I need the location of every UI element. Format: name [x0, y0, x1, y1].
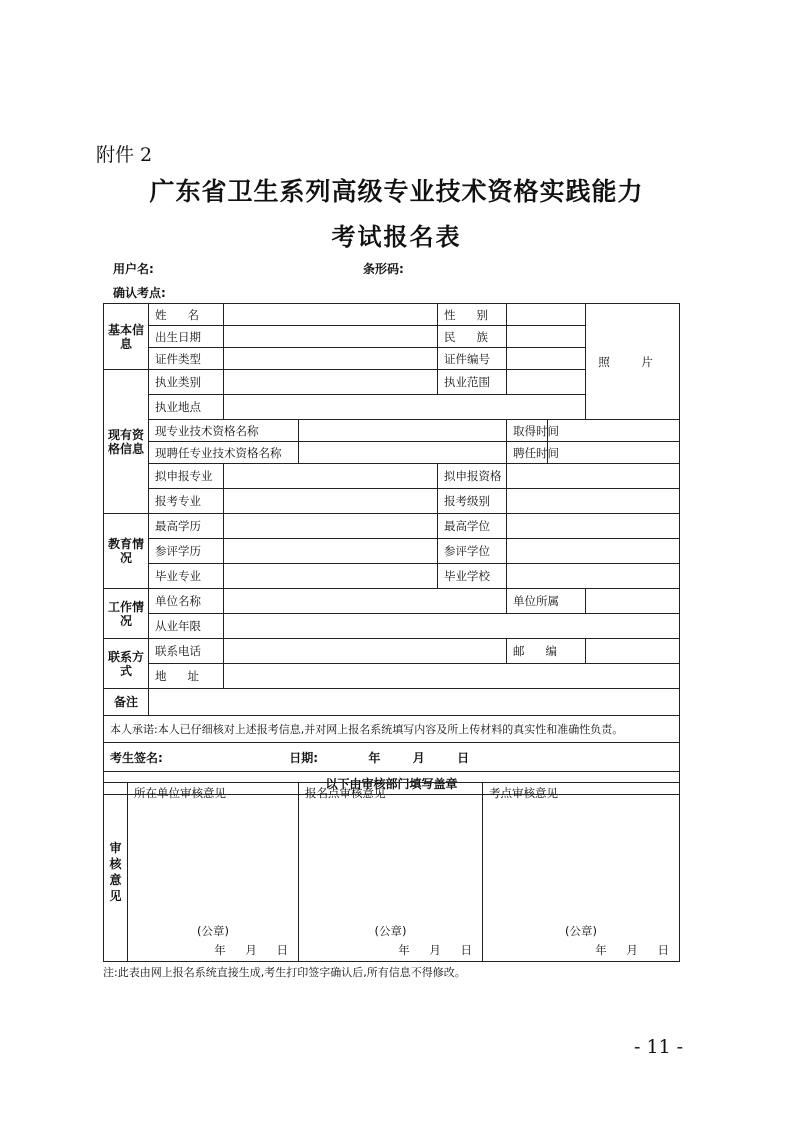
label-id-number: 证件编号: [438, 348, 507, 370]
field-birth-date[interactable]: [224, 326, 438, 348]
section-contact: 联系方式: [104, 639, 149, 689]
label-apply-major: 拟申报专业: [149, 464, 224, 489]
label-hire-time: 聘任时间: [507, 442, 548, 464]
signature-row: [104, 743, 680, 772]
label-highest-edu: 最高学历: [149, 514, 224, 539]
review-exam-site-title: 考点审核意见: [489, 786, 558, 800]
field-phone[interactable]: [224, 639, 507, 664]
label-highest-degree: 最高学位: [438, 514, 507, 539]
date-year: 年: [368, 750, 381, 765]
review-site-date: 年 月 日: [398, 943, 472, 957]
field-ethnicity[interactable]: [507, 326, 586, 348]
label-practice-scope: 执业范围: [438, 370, 507, 395]
field-apply-major[interactable]: [224, 464, 438, 489]
date-day: 日: [457, 750, 470, 765]
section-work: 工作情况: [104, 589, 149, 639]
registration-form-table: [103, 303, 680, 795]
field-employer-loc[interactable]: [586, 589, 680, 614]
field-name[interactable]: [224, 304, 438, 326]
section-review: 审核意见: [104, 783, 128, 962]
field-practice-place[interactable]: [224, 395, 586, 420]
label-grad-school: 毕业学校: [438, 564, 507, 589]
field-years[interactable]: [224, 614, 680, 639]
field-id-type[interactable]: [224, 348, 438, 370]
section-remarks: 备注: [104, 689, 149, 716]
field-eval-edu[interactable]: [224, 539, 438, 564]
review-unit-seal: (公章): [197, 924, 229, 938]
label-phone: 联系电话: [149, 639, 224, 664]
field-eval-degree[interactable]: [507, 539, 680, 564]
field-address[interactable]: [224, 664, 680, 689]
field-grad-school[interactable]: [507, 564, 680, 589]
date-month: 月: [412, 750, 425, 765]
section-basic-info: 基本信息: [104, 304, 149, 370]
label-practice-type: 执业类别: [149, 370, 224, 395]
barcode-label: 条形码:: [363, 262, 404, 276]
review-unit-date: 年 月 日: [214, 943, 288, 957]
label-id-type: 证件类型: [149, 348, 224, 370]
label-employer: 单位名称: [149, 589, 224, 614]
field-current-title[interactable]: [299, 420, 507, 442]
review-header: 以下由审核部门填写盖章: [104, 772, 680, 795]
field-exam-level[interactable]: [507, 489, 680, 514]
label-current-title: 现专业技术资格名称: [149, 420, 299, 442]
field-hire-time[interactable]: [548, 442, 680, 464]
form-title: 广东省卫生系列高级专业技术资格实践能力: [149, 177, 644, 206]
candidate-signature-label: 考生签名:: [110, 750, 163, 765]
review-unit-title: 所在单位审核意见: [134, 786, 226, 800]
attachment-label: 附件 2: [96, 144, 153, 166]
form-subtitle: 考试报名表: [331, 222, 462, 251]
label-eval-edu: 参评学历: [149, 539, 224, 564]
label-grad-major: 毕业专业: [149, 564, 224, 589]
label-gender: 性 别: [438, 304, 507, 326]
review-site-seal: (公章): [374, 924, 407, 938]
field-employer[interactable]: [224, 589, 507, 614]
label-apply-qual: 拟申报资格: [438, 464, 507, 489]
label-years: 从业年限: [149, 614, 224, 639]
label-hired-title: 现聘任专业技术资格名称: [149, 442, 299, 464]
label-obtain-time: 取得时间: [507, 420, 548, 442]
page-number: - 11 -: [634, 1036, 684, 1058]
label-address: 地 址: [149, 664, 224, 689]
field-exam-major[interactable]: [224, 489, 438, 514]
field-postcode[interactable]: [586, 639, 680, 664]
exam-site-label: 确认考点:: [113, 286, 166, 300]
date-label: 日期:: [289, 750, 318, 765]
label-postcode: 邮 编: [507, 639, 586, 664]
section-education: 教育情况: [104, 514, 149, 589]
section-qualification: 现有资格信息: [104, 370, 149, 514]
label-exam-major: 报考专业: [149, 489, 224, 514]
label-name: 姓 名: [149, 304, 224, 326]
review-exam-site-date: 年 月 日: [595, 943, 669, 957]
username-label: 用户名:: [113, 262, 154, 276]
field-grad-major[interactable]: [224, 564, 438, 589]
field-practice-scope[interactable]: [507, 370, 586, 395]
field-apply-qual[interactable]: [507, 464, 680, 489]
label-birth-date: 出生日期: [149, 326, 224, 348]
label-ethnicity: 民 族: [438, 326, 507, 348]
label-exam-level: 报考级别: [438, 489, 507, 514]
review-table: [103, 782, 680, 962]
photo-box[interactable]: 照 片: [586, 304, 680, 420]
field-highest-degree[interactable]: [507, 514, 680, 539]
review-exam-site-seal: (公章): [565, 924, 597, 938]
footnote: 注:此表由网上报名系统直接生成,考生打印签字确认后,所有信息不得修改。: [103, 966, 466, 979]
label-eval-degree: 参评学位: [438, 539, 507, 564]
candidate-promise: 本人承诺:本人已仔细核对上述报考信息,并对网上报名系统填写内容及所上传材料的真实性和准确性负责。: [104, 716, 680, 743]
label-practice-place: 执业地点: [149, 395, 224, 420]
label-employer-loc: 单位所属: [507, 589, 586, 614]
field-id-number[interactable]: [507, 348, 586, 370]
field-obtain-time[interactable]: [548, 420, 680, 442]
field-gender[interactable]: [507, 304, 586, 326]
field-practice-type[interactable]: [224, 370, 438, 395]
review-exam-site-box[interactable]: [483, 783, 680, 962]
field-hired-title[interactable]: [299, 442, 507, 464]
review-site-box[interactable]: [299, 783, 483, 962]
field-remarks[interactable]: [149, 689, 680, 716]
review-unit-box[interactable]: [128, 783, 299, 962]
field-highest-edu[interactable]: [224, 514, 438, 539]
review-site-title: 报名点审核意见: [305, 786, 386, 800]
